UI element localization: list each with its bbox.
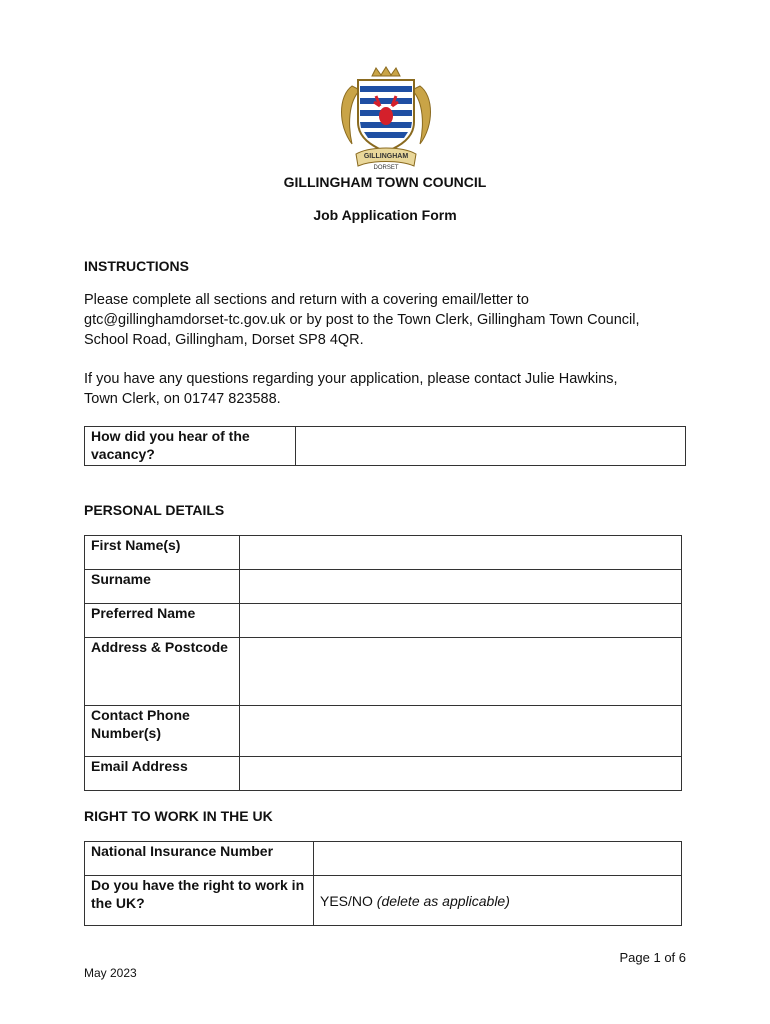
contact-phone-label: Contact Phone Number(s) (85, 706, 240, 757)
address-label: Address & Postcode (85, 638, 240, 706)
vacancy-table (84, 426, 686, 466)
preferred-name-field[interactable] (240, 604, 682, 638)
instructions-line: Please complete all sections and return with a covering email/letter to (84, 292, 529, 308)
instructions-line: gtc@gillinghamdorset-tc.gov.uk or by post to the Town Clerk, Gillingham Town Council, (84, 312, 640, 328)
table-row (85, 876, 682, 926)
surname-field[interactable] (240, 570, 682, 604)
address-field[interactable] (240, 638, 682, 706)
crest-motto-bottom: DORSET (373, 165, 399, 171)
table-row (85, 427, 686, 466)
table-row (85, 757, 682, 791)
right-to-work-field[interactable] (314, 876, 682, 926)
right-to-work-table (84, 841, 682, 926)
table-row (85, 842, 682, 876)
personal-details-heading: PERSONAL DETAILS (84, 502, 225, 518)
crest-motto-top: GILLINGHAM (363, 153, 409, 160)
delete-note: (delete as applicable) (376, 892, 510, 909)
contact-line: Town Clerk, on 01747 823588. (84, 391, 281, 407)
contact-line: If you have any questions regarding your application, please contact Julie Hawkins, (84, 371, 618, 387)
table-row (85, 604, 682, 638)
form-title: Job Application Form (313, 207, 457, 223)
contact-phone-field[interactable] (240, 706, 682, 757)
ni-number-field[interactable] (314, 842, 682, 876)
yes-no-value: YES/NO (320, 892, 373, 909)
page-number: Page 1 of 6 (619, 950, 686, 965)
preferred-name-label: Preferred Name (85, 604, 240, 638)
instructions-heading: INSTRUCTIONS (84, 258, 189, 274)
email-label: Email Address (85, 757, 240, 791)
first-name-field[interactable] (240, 536, 682, 570)
email-field[interactable] (240, 757, 682, 791)
personal-details-table (84, 535, 682, 791)
council-crest (330, 66, 442, 176)
contact-paragraph (84, 369, 704, 409)
table-row (85, 536, 682, 570)
instructions-paragraph (84, 290, 704, 350)
vacancy-label: How did you hear of the vacancy? (85, 427, 296, 466)
document-date: May 2023 (84, 966, 137, 980)
right-to-work-label: Do you have the right to work in the UK? (85, 876, 314, 926)
right-to-work-heading: RIGHT TO WORK IN THE UK (84, 808, 273, 824)
council-name: GILLINGHAM TOWN COUNCIL (283, 174, 487, 190)
table-row (85, 570, 682, 604)
table-row (85, 706, 682, 757)
surname-label: Surname (85, 570, 240, 604)
table-row (85, 638, 682, 706)
first-name-label: First Name(s) (85, 536, 240, 570)
instructions-line: School Road, Gillingham, Dorset SP8 4QR. (84, 332, 364, 348)
vacancy-field[interactable] (296, 427, 686, 466)
ni-number-label: National Insurance Number (85, 842, 314, 876)
